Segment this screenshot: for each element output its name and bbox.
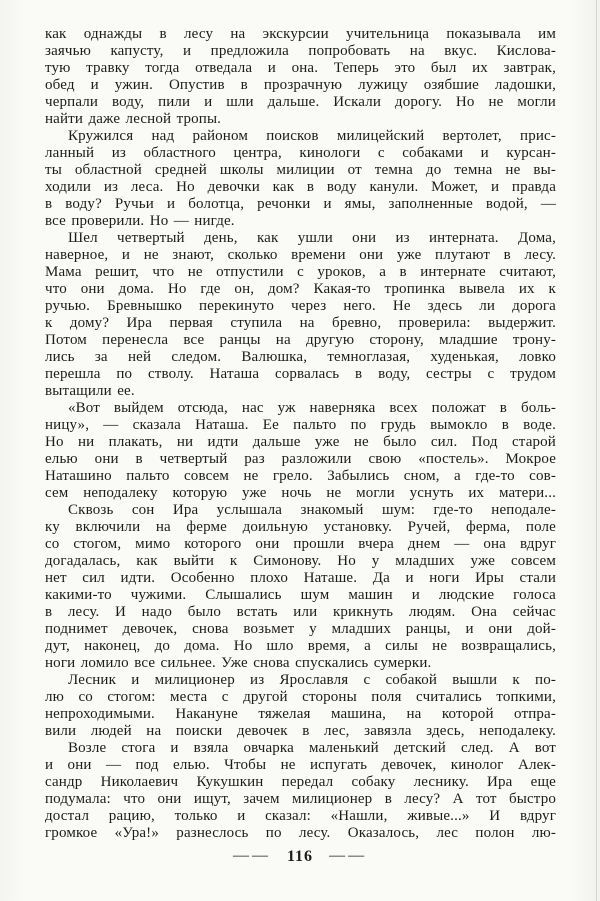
text-line: как однажды в лесу на экскурсии учительница показывала им xyxy=(45,26,556,42)
text-line: догадалась, как выйти к Симонову. Но у младших уже совсем xyxy=(45,553,556,569)
text-column xyxy=(45,26,556,842)
text-line: Но ни плакать, ни идти дальше уже не было сил. Под старой xyxy=(45,434,556,450)
text-line: подумала: что они ищут, зачем милиционер в лесу? А тот быстро xyxy=(45,791,556,807)
text-line: Сквозь сон Ира услышала знакомый шум: где-то неподале- xyxy=(68,502,556,518)
page-number: 116 xyxy=(286,848,314,865)
paragraph xyxy=(45,128,556,230)
text-line: ку включили на ферме доильную установку. Ручей, ферма, поле xyxy=(45,519,556,535)
text-line: сандр Николаевич Кукушкин передал собаку леснику. Ира еще xyxy=(45,774,556,790)
paragraph xyxy=(45,26,556,128)
text-line: Потом перенесла все ранцы на другую сторону, младшие трону- xyxy=(45,332,556,348)
text-line: черпали воду, пили и шли дальше. Искали дорогу. Но не могли xyxy=(45,94,556,110)
text-line: что они дома. Но где он, дом? Какая-то тропинка вывела их к xyxy=(45,281,556,297)
text-line: и они — под елью. Чтобы не испугать девочек, кинолог Алек- xyxy=(45,757,556,773)
text-line: Мама решит, что не отпустили с уроков, а в интернате считают, xyxy=(45,264,556,280)
text-line: Возле стога и взяла овчарка маленький детский след. А вот xyxy=(68,740,556,756)
text-line: непроходимыми. Накануне тяжелая машина, на которой отпра- xyxy=(45,706,556,722)
text-line: ноги ломило все сильнее. Уже снова спускались сумерки. xyxy=(45,655,432,671)
text-line: вили людей на поиски девочек в лес, завязла здесь, неподалеку. xyxy=(45,723,556,739)
text-line: найти даже лесной тропы. xyxy=(45,111,222,127)
text-line: все проверили. Но — нигде. xyxy=(45,213,235,229)
text-line: «Вот выйдем отсюда, нас уж наверняка всех положат в боль- xyxy=(68,400,556,416)
text-line: какими-то чужими. Слышались шум машин и людские голоса xyxy=(45,587,556,603)
text-line: громкое «Ура!» разнеслось по лесу. Оказалось, лес полон лю- xyxy=(45,825,556,841)
text-line: к дому? Ира первая ступила на бревно, проверила: выдержит. xyxy=(45,315,556,331)
paragraph xyxy=(45,502,556,672)
text-line: сем неподалеку которую уже ночь не могли уснуть их матери... xyxy=(45,485,556,501)
text-line: со стогом, мимо которого они прошли вчера днем — она вдруг xyxy=(45,536,556,552)
footer-dashes-right: —— xyxy=(329,847,368,864)
text-line: ходили из леса. Но девочки как в воду канули. Может, и правда xyxy=(45,179,556,195)
scan-edge-line xyxy=(596,0,597,901)
text-line: лись за ней следом. Валюшка, темноглазая, худенькая, ловко xyxy=(45,349,556,365)
paragraph xyxy=(45,740,556,842)
text-line: в лесу. И надо было встать или крикнуть людям. Она сейчас xyxy=(45,604,556,620)
text-line: Шел четвертый день, как ушли они из интерната. Дома, xyxy=(68,230,556,246)
text-line: ручью. Бревнышко перекинуто через него. Не здесь ли дорога xyxy=(45,298,556,314)
text-line: Наташино пальто совсем не грело. Забылись сном, а где-то сов- xyxy=(45,468,556,484)
paragraph xyxy=(45,400,556,502)
text-line: ницу», — сказала Наташа. Ее пальто по грудь вымокло в воде. xyxy=(45,417,556,433)
paragraph xyxy=(45,230,556,400)
text-line: заячью капусту, и предложила попробовать на вкус. Кислова- xyxy=(45,43,556,59)
text-line: перешла по стволу. Наташа сорвалась в воду, сестры с трудом xyxy=(45,366,556,382)
text-line: елью они в четвертый раз разложили свою «постель». Мокрое xyxy=(45,451,556,467)
text-line: лю со стогом: места с другой стороны поля считались топкими, xyxy=(45,689,556,705)
text-line: нет сил идти. Особенно плохо Наташе. Да и ноги Иры стали xyxy=(45,570,556,586)
text-line: поднимет девочек, снова возьмет у младших ранцы, и они дой- xyxy=(45,621,556,637)
text-line: Кружился над районом поисков милицейский вертолет, прис- xyxy=(68,128,556,144)
text-line: тую травку тогда отведала и она. Теперь это был их завтрак, xyxy=(45,60,556,76)
page-footer xyxy=(0,848,600,866)
text-line: дут, наконец, до дома. Но шло время, а силы не возвращались, xyxy=(45,638,556,654)
text-line: Лесник и милиционер из Ярославля с собакой вышли к по- xyxy=(68,672,556,688)
text-line: наверное, и не знают, сколько времени они уже плутают в лесу. xyxy=(45,247,556,263)
footer-dashes-left: —— xyxy=(232,847,271,864)
text-line: достал рацию, только и сказал: «Нашли, живые...» И вдруг xyxy=(45,808,556,824)
text-line: ланный из областного центра, кинологи с собаками и курсан- xyxy=(45,145,556,161)
text-line: ты областной средней школы милиции от темна до темна не вы- xyxy=(45,162,556,178)
text-line: в воду? Ручьи и болотца, речонки и ямы, заполненные водой, — xyxy=(45,196,556,212)
text-line: обед и ужин. Опустив в прозрачную лужицу озябшие ладошки, xyxy=(45,77,556,93)
text-line: вытащили ее. xyxy=(45,383,135,399)
paragraph xyxy=(45,672,556,740)
